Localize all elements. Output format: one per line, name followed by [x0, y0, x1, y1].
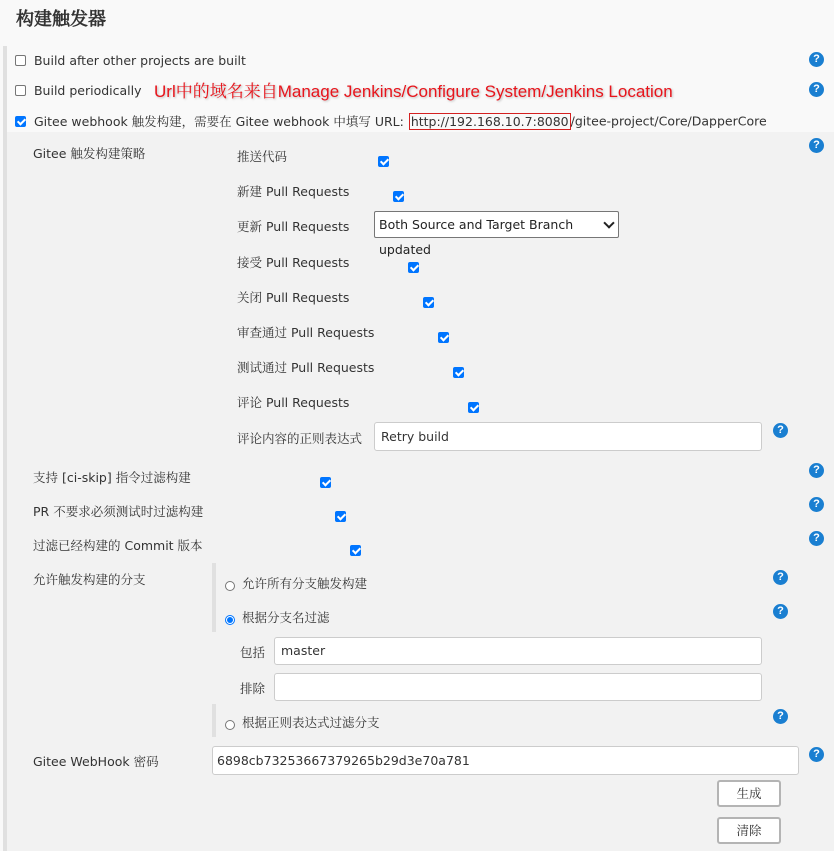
radio-group-border	[212, 704, 216, 737]
ci-skip-checkbox[interactable]	[320, 477, 331, 488]
ci-skip-label: 支持 [ci-skip] 指令过滤构建	[33, 470, 191, 485]
include-label: 包括	[240, 645, 266, 660]
strategy-label: Gitee 触发构建策略	[33, 146, 146, 161]
gitee-webhook-label: Gitee webhook 触发构建，需要在 Gitee webhook 中填写 URL:	[33, 114, 408, 129]
strategy-accept-pr-checkbox[interactable]	[408, 262, 419, 273]
build-periodically-label: Build periodically	[33, 83, 142, 98]
strategy-approved-pr-label: 审查通过 Pull Requests	[237, 325, 375, 340]
chevron-down-icon	[603, 217, 614, 228]
clear-button[interactable]: 清除	[717, 817, 781, 844]
branch-regex-label: 根据正则表达式过滤分支	[242, 715, 380, 730]
strategy-new-pr-label: 新建 Pull Requests	[237, 184, 350, 199]
strategy-close-pr-label: 关闭 Pull Requests	[237, 290, 350, 305]
include-input[interactable]: master	[274, 637, 762, 665]
gitee-webhook-checkbox[interactable]	[15, 116, 26, 127]
strategy-close-pr-checkbox[interactable]	[423, 297, 434, 308]
exclude-label: 排除	[240, 681, 266, 696]
update-pr-select[interactable]	[374, 211, 619, 257]
branch-label: 允许触发构建的分支	[33, 572, 146, 587]
pr-no-test-checkbox[interactable]	[335, 511, 346, 522]
strategy-accept-pr-label: 接受 Pull Requests	[237, 255, 350, 270]
radio-group-border	[212, 563, 216, 632]
help-icon[interactable]: ?	[809, 52, 824, 67]
comment-regex-label: 评论内容的正则表达式	[237, 431, 363, 446]
exclude-input[interactable]	[274, 673, 762, 701]
strategy-tested-pr-checkbox[interactable]	[453, 367, 464, 378]
strategy-comment-pr-checkbox[interactable]	[468, 402, 479, 413]
strategy-comment-pr-label: 评论 Pull Requests	[237, 395, 350, 410]
help-icon[interactable]: ?	[773, 709, 788, 724]
branch-all-label: 允许所有分支触发构建	[242, 576, 368, 591]
help-icon[interactable]: ?	[773, 604, 788, 619]
build-after-other-label: Build after other projects are built	[33, 53, 246, 68]
annotation-text: Url中的域名来自Manage Jenkins/Configure System/Jenkins Location	[154, 82, 673, 101]
webhook-url-host: http://192.168.10.7:8080	[410, 113, 569, 129]
help-icon[interactable]: ?	[773, 423, 788, 438]
branch-name-filter-label: 根据分支名过滤	[242, 610, 330, 625]
help-icon[interactable]: ?	[773, 570, 788, 585]
build-after-other-checkbox[interactable]	[15, 55, 26, 66]
build-after-other-row[interactable]	[15, 52, 246, 68]
pr-no-test-label: PR 不要求必须测试时过滤构建	[33, 504, 204, 519]
branch-name-filter-radio[interactable]	[225, 615, 235, 625]
generate-button[interactable]: 生成	[717, 780, 781, 807]
strategy-tested-pr-label: 测试通过 Pull Requests	[237, 360, 375, 375]
gitee-webhook-row[interactable]	[15, 112, 767, 130]
strategy-approved-pr-checkbox[interactable]	[438, 332, 449, 343]
section-title: 构建触发器	[16, 9, 106, 30]
help-icon[interactable]: ?	[809, 138, 824, 153]
strategy-update-pr-label: 更新 Pull Requests	[237, 219, 350, 234]
secret-label: Gitee WebHook 密码	[33, 754, 159, 769]
filter-built-commit-label: 过滤已经构建的 Commit 版本	[33, 538, 203, 553]
branch-all-radio[interactable]	[225, 581, 235, 591]
branch-regex-radio[interactable]	[225, 720, 235, 730]
comment-regex-input[interactable]: Retry build	[374, 422, 762, 451]
secret-input[interactable]: 6898cb73253667379265b29d3e70a781	[212, 746, 799, 775]
update-pr-select-value: Both Source and Target Branch updated	[379, 217, 574, 257]
help-icon[interactable]: ?	[809, 463, 824, 478]
strategy-push-checkbox[interactable]	[378, 156, 389, 167]
help-icon[interactable]: ?	[809, 82, 824, 97]
strategy-new-pr-checkbox[interactable]	[393, 191, 404, 202]
help-icon[interactable]: ?	[809, 497, 824, 512]
build-periodically-row[interactable]	[15, 82, 142, 98]
help-icon[interactable]: ?	[809, 531, 824, 546]
strategy-push-label: 推送代码	[237, 149, 288, 164]
webhook-url-path: /gitee-project/Core/DapperCore	[570, 113, 767, 129]
filter-built-commit-checkbox[interactable]	[350, 545, 361, 556]
build-periodically-checkbox[interactable]	[15, 85, 26, 96]
help-icon[interactable]: ?	[809, 747, 824, 762]
